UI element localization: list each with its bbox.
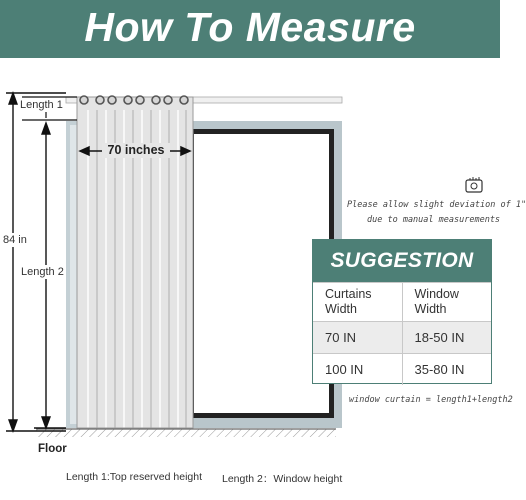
length2-label: Length 2: [21, 266, 64, 278]
floor-line: [36, 429, 336, 437]
tape-measure-icon: [466, 177, 482, 192]
table-row: [313, 353, 491, 385]
suggestion-header-row: [313, 282, 491, 321]
window-width-header: Window Width: [402, 283, 492, 321]
width-label: 70 inches: [102, 143, 170, 158]
curtains-width-header: Curtains Width: [325, 287, 372, 316]
length1-label: Length 1: [20, 99, 63, 111]
curtains-width-cell: 70 IN: [325, 330, 357, 345]
length2-description: Length 2：Window height: [222, 473, 343, 485]
deviation-note-line2: due to manual measurements: [367, 215, 501, 225]
curtains-width-cell: 100 IN: [325, 362, 364, 377]
page-title: How To Measure: [84, 4, 416, 50]
floor-label: Floor: [38, 443, 67, 455]
suggestion-title: SUGGESTION: [313, 240, 491, 282]
deviation-note-line1: Please allow slight deviation of 1": [347, 200, 526, 210]
formula-caption: window curtain = length1+length2: [349, 395, 513, 405]
window-width-cell: 35-80 IN: [402, 354, 492, 385]
height-arrow: [6, 93, 66, 431]
window-width-cell: 18-50 IN: [402, 322, 492, 353]
suggestion-table: [312, 239, 492, 384]
table-row: [313, 321, 491, 353]
length1-description: Length 1:Top reserved height: [66, 471, 203, 483]
height-label: 84 in: [3, 234, 27, 246]
